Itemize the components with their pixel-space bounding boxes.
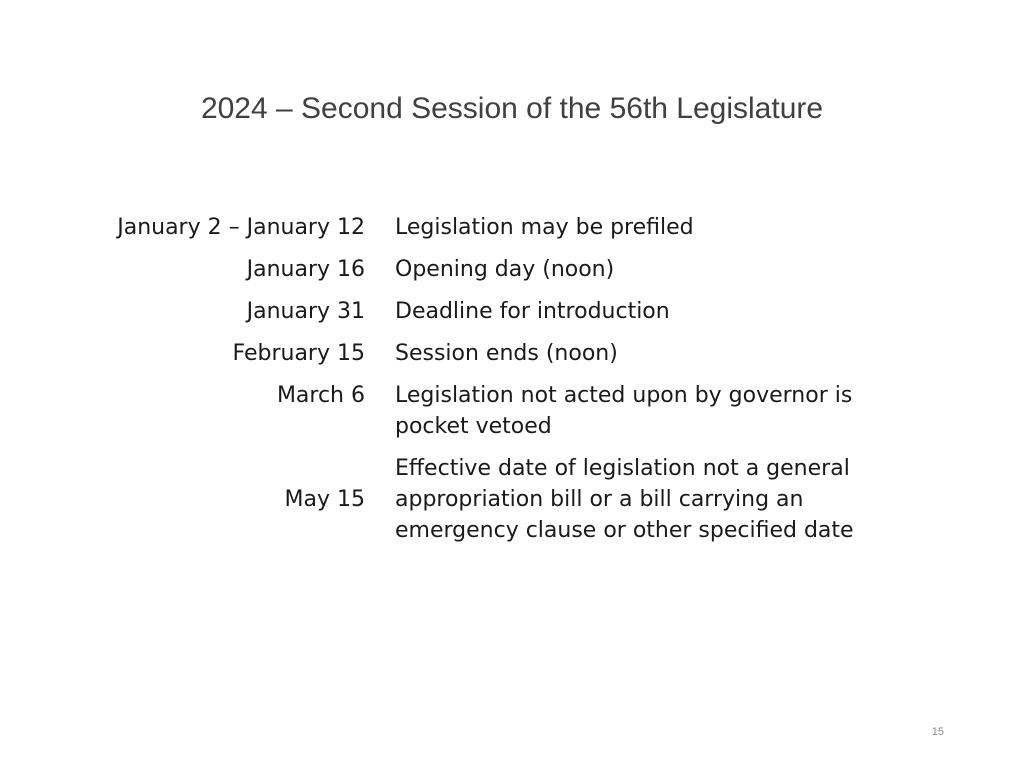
schedule-event: Deadline for introduction: [395, 299, 670, 324]
slide-title: 2024 – Second Session of the 56th Legislature: [200, 92, 824, 125]
schedule-date: January 31: [246, 299, 365, 324]
schedule-row: [60, 249, 885, 291]
schedule-date: January 16: [246, 257, 365, 282]
schedule-date: May 15: [284, 487, 365, 512]
schedule-table: [60, 207, 885, 552]
schedule-row: [60, 333, 885, 375]
schedule-event: Legislation may be prefiled: [395, 215, 694, 240]
schedule-row: [60, 291, 885, 333]
schedule-date: March 6: [276, 383, 365, 408]
schedule-row: [60, 207, 885, 249]
schedule-row: [60, 448, 885, 552]
page-number: 15: [931, 726, 944, 738]
schedule-row: [60, 375, 885, 448]
schedule-date: January 2 – January 12: [117, 215, 365, 240]
schedule-date: February 15: [232, 341, 365, 366]
schedule-event: Effective date of legislation not a general appropriation bill or a bill carrying an emergency clause or other specified date: [395, 456, 854, 543]
schedule-event: Legislation not acted upon by governor is pocket vetoed: [395, 383, 853, 439]
schedule-event: Opening day (noon): [395, 257, 615, 282]
schedule-event: Session ends (noon): [395, 341, 618, 366]
